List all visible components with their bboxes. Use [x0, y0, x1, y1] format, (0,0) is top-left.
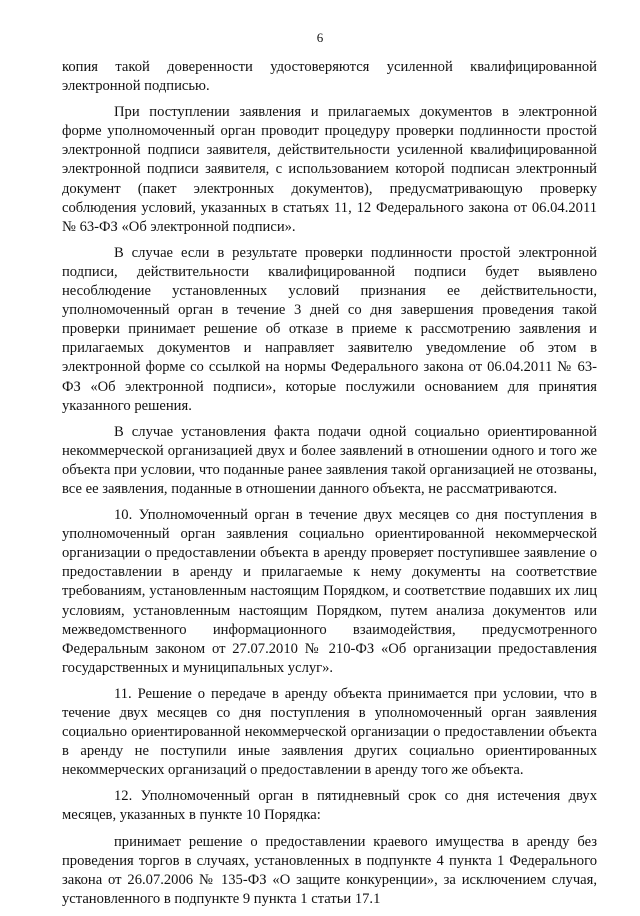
paragraph-item-12-decision: принимает решение о предоставлении краевого имущества в аренду без проведения торгов в случаях, установленных в подпункте 4 пункта 1 Федерального закона от 26.07.2006 № 135-ФЗ «О защите конкуренции», за исключением случая, установленного в подпункте 9 пункта 1 статьи 17.1	[62, 833, 597, 907]
paragraph-continuation: копия такой доверенности удостоверяются усиленной квалифицированной электронной подписью.	[62, 59, 597, 95]
paragraph-item-12: 12. Уполномоченный орган в пятидневный срок со дня истечения двух месяцев, указанных в пункте 10 Порядка:	[62, 788, 597, 824]
page-number: 6	[316, 30, 324, 45]
paragraph-electronic-signature-check: При поступлении заявления и прилагаемых документов в электронной форме уполномоченный орган проводит процедуру проверки подлинности простой электронной подписи заявителя, действительности усиленной квалифицированной электронной подписи заявителя, с использованием которой подписан электронный документ (пакет электронных документов), предусматривающую проверку соблюдения условий, указанных в статьях 11, 12 Федерального закона от 06.04.2011 № 63-ФЗ «Об электронной подписи».	[62, 104, 597, 235]
paragraph-item-10: 10. Уполномоченный орган в течение двух месяцев со дня поступления в уполномоченный орган заявления социально ориентированной некоммерческой организации о предоставлении объекта в аренду проверяет поступившее заявление о предоставлении в аренду и прилагаемые к нему документы на соответствие требованиям, установленным настоящим Порядком, и соответствие подавших их лиц условиям, установленным настоящим Порядком, путем анализа документов или межведомственного информационного взаимодействия, предусмотренного Федеральным законом от 27.07.2010 № 210-ФЗ «Об организации предоставления государственных и муниципальных услуг».	[62, 507, 597, 676]
paragraph-signature-refusal: В случае если в результате проверки подлинности простой электронной подписи, действительности квалифицированной подписи будет выявлено несоблюдение установленных условий признания ее действительности, уполномоченный орган в течение 3 дней со дня завершения проведения такой проверки принимает решение об отказе в приеме к рассмотрению заявления и прилагаемых документов и направляет заявителю уведомление об этом в электронной форме со ссылкой на нормы Федерального закона от 06.04.2011 № 63-ФЗ «Об электронной подписи», которые послужили основанием для принятия указанного решения.	[62, 244, 597, 414]
paragraph-multiple-applications: В случае установления факта подачи одной социально ориентированной некоммерческой организацией двух и более заявлений в отношении одного и того же объекта при условии, что поданные ранее заявления такой организацией не отозваны, все ее заявления, поданные в отношении данного объекта, не рассматриваются.	[62, 423, 597, 497]
paragraph-item-11: 11. Решение о передаче в аренду объекта принимается при условии, что в течение двух месяцев со дня поступления в уполномоченный орган заявления социально ориентированной некоммерческой организации о предоставлении объекта в аренду не поступили иные заявления других социально ориентированных некоммерческих организаций о предоставлении в аренду того же объекта.	[62, 685, 597, 779]
document-body	[62, 58, 597, 916]
